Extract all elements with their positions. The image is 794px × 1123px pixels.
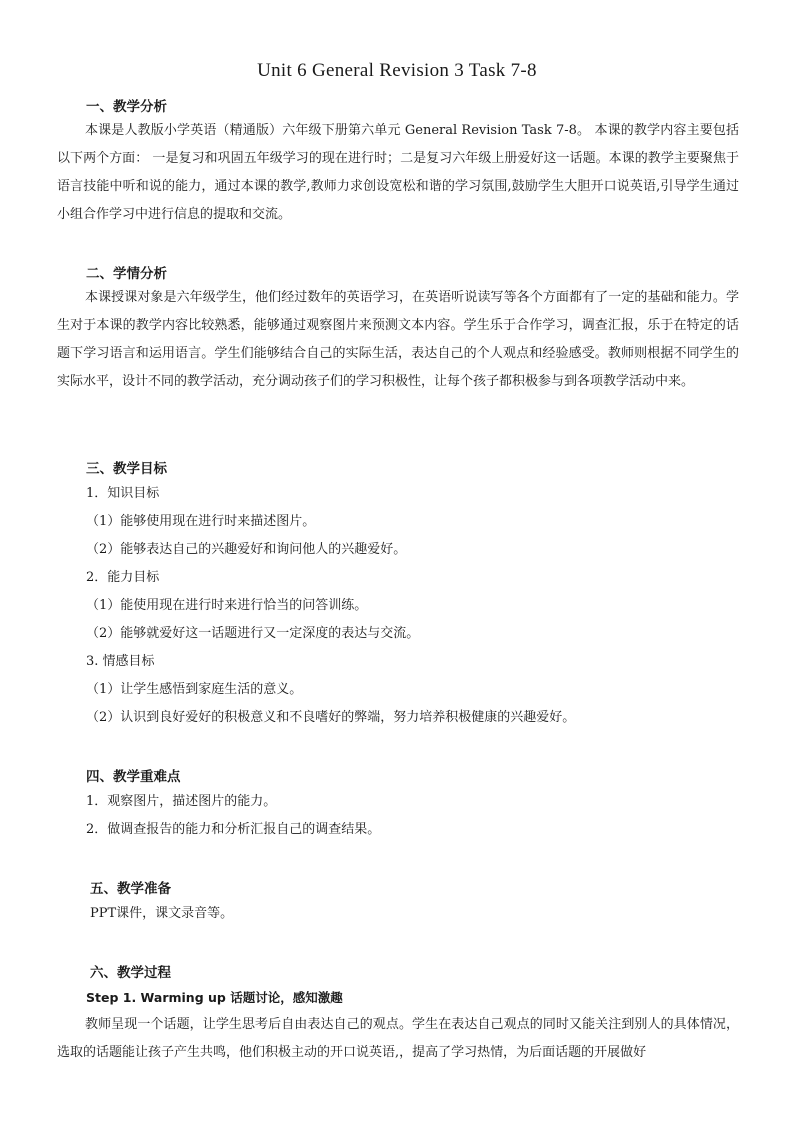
section-heading-key-points: 四、教学重难点 — [86, 769, 181, 785]
objective-line: （2）能够表达自己的兴趣爱好和询问他人的兴趣爱好。 — [86, 542, 407, 557]
section-paragraph-teaching-analysis: 本课是人教版小学英语（精通版）六年级下册第六单元 General Revision Task 7-8。 本课的教学内容主要包括以下两个方面： 一是复习和巩固五年级学习的现在进行时；二是复习六年级上册爱好这一话题。本课的教学主要聚焦于语言技能中听和说的能力，通过本课的教学,教师力求创设宽松和谐的学习氛围,鼓励学生大胆开口说英语,引导学生通过小组合作学习中进行信息的提取和交流。 — [57, 123, 739, 222]
objective-line: 1．知识目标 — [86, 486, 160, 501]
document-title: Unit 6 General Revision 3 Task 7-8 — [257, 60, 537, 81]
objective-line: （2）认识到良好爱好的积极意义和不良嗜好的弊端，努力培养积极健康的兴趣爱好。 — [86, 710, 576, 725]
key-point-line: 1．观察图片，描述图片的能力。 — [86, 794, 277, 809]
section-heading-teaching-objectives: 三、教学目标 — [86, 461, 167, 477]
key-point-line: 2．做调查报告的能力和分析汇报自己的调查结果。 — [86, 822, 381, 837]
section-heading-teaching-analysis: 一、教学分析 — [86, 99, 167, 115]
section-heading-teaching-process: 六、教学过程 — [90, 965, 171, 981]
objective-line: （2）能够就爱好这一话题进行又一定深度的表达与交流。 — [86, 626, 420, 641]
objective-line: （1）让学生感悟到家庭生活的意义。 — [86, 682, 303, 697]
section-heading-preparation: 五、教学准备 — [90, 881, 171, 897]
objective-line: （1）能够使用现在进行时来描述图片。 — [86, 514, 316, 529]
objective-line: （1）能使用现在进行时来进行恰当的问答训练。 — [86, 598, 368, 613]
objective-line: 2．能力目标 — [86, 570, 160, 585]
objective-line: 3. 情感目标 — [86, 654, 155, 669]
step-heading: Step 1. Warming up 话题讨论，感知激趣 — [86, 990, 343, 1005]
section-paragraph-teaching-process: 教师呈现一个话题，让学生思考后自由表达自己的观点。学生在表达自己观点的同时又能关注到别人的具体情况，选取的话题能让孩子产生共鸣，他们积极主动的开口说英语,，提高了学习热情，为后面话题的开展做好 — [57, 1017, 739, 1060]
preparation-line: PPT课件，课文录音等。 — [90, 906, 234, 921]
section-heading-student-analysis: 二、学情分析 — [86, 266, 167, 282]
section-paragraph-student-analysis: 本课授课对象是六年级学生，他们经过数年的英语学习，在英语听说读写等各个方面都有了一定的基础和能力。学生对于本课的教学内容比较熟悉，能够通过观察图片来预测文本内容。学生乐于合作学习，调查汇报，乐于在特定的话题下学习语言和运用语言。学生们能够结合自己的实际生活，表达自己的个人观点和经验感受。教师则根据不同学生的实际水平，设计不同的教学活动，充分调动孩子们的学习积极性，让每个孩子都积极参与到各项教学活动中来。 — [57, 290, 739, 389]
